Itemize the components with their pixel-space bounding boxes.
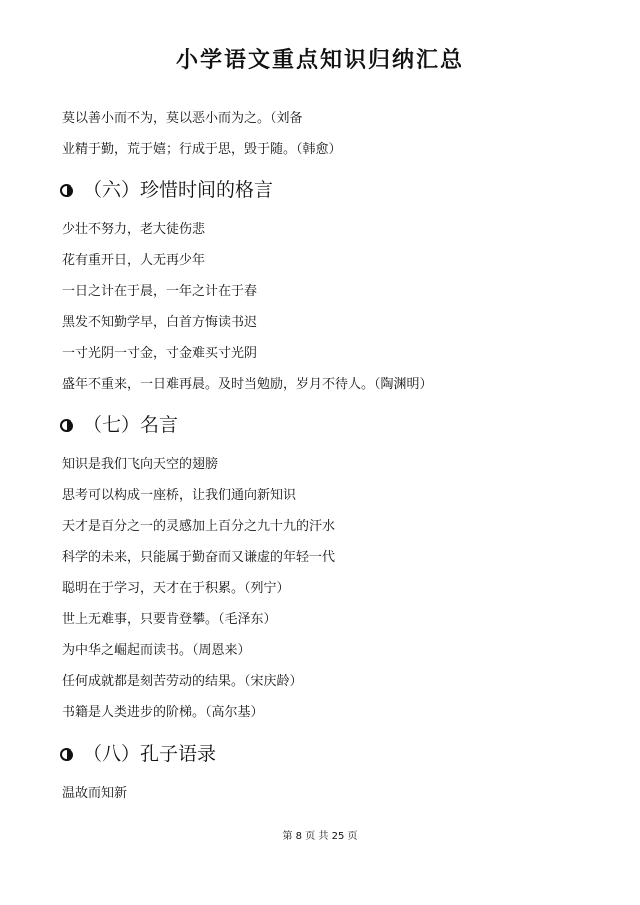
section-heading-text: （七）名言 [83, 414, 179, 436]
quote-line: 天才是百分之一的灵感加上百分之九十九的汗水 [62, 519, 336, 534]
section-heading-text: （八）孔子语录 [83, 743, 217, 765]
circle-bullet-icon [60, 748, 73, 761]
quote-line: 一寸光阴一寸金，寸金难买寸光阴 [62, 346, 258, 361]
quote-line: 温故而知新 [62, 786, 128, 801]
quote-line: 任何成就都是刻苦劳动的结果。（宋庆龄） [62, 674, 303, 689]
section-heading-text: （六）珍惜时间的格言 [83, 179, 274, 201]
circle-bullet-icon [60, 184, 73, 197]
quote-line: 莫以善小而不为，莫以恶小而为之。（刘备 [62, 111, 303, 126]
quote-line: 聪明在于学习，天才在于积累。（列宁） [62, 581, 290, 596]
quote-line: 少壮不努力，老大徒伤悲 [62, 222, 206, 237]
circle-bullet-icon [60, 419, 73, 432]
document-title: 小学语文重点知识归纳汇总 [175, 48, 464, 73]
page-number-footer: 第 8 页 共 25 页 [282, 831, 358, 842]
quote-line: 世上无难事，只要肯登攀。（毛泽东） [62, 612, 277, 627]
section-heading-seven [60, 412, 178, 438]
quote-line: 一日之计在于晨，一年之计在于春 [62, 284, 258, 299]
quote-line: 科学的未来，只能属于勤奋而又谦虚的年轻一代 [62, 550, 336, 565]
quote-line: 为中华之崛起而读书。（周恩来） [62, 643, 251, 658]
quote-line: 书籍是人类进步的阶梯。（高尔基） [62, 705, 264, 720]
quote-line: 花有重开日，人无再少年 [62, 253, 206, 268]
section-heading-eight [60, 741, 216, 767]
quote-line: 盛年不重来，一日难再晨。及时当勉励，岁月不待人。（陶渊明） [62, 377, 433, 392]
section-heading-six [60, 177, 273, 203]
quote-line: 思考可以构成一座桥，让我们通向新知识 [62, 488, 297, 503]
quote-line: 知识是我们飞向天空的翅膀 [62, 457, 219, 472]
quote-line: 黑发不知勤学早，白首方悔读书迟 [62, 315, 258, 330]
quote-line: 业精于勤，荒于嬉；行成于思，毁于随。（韩愈） [62, 142, 342, 157]
